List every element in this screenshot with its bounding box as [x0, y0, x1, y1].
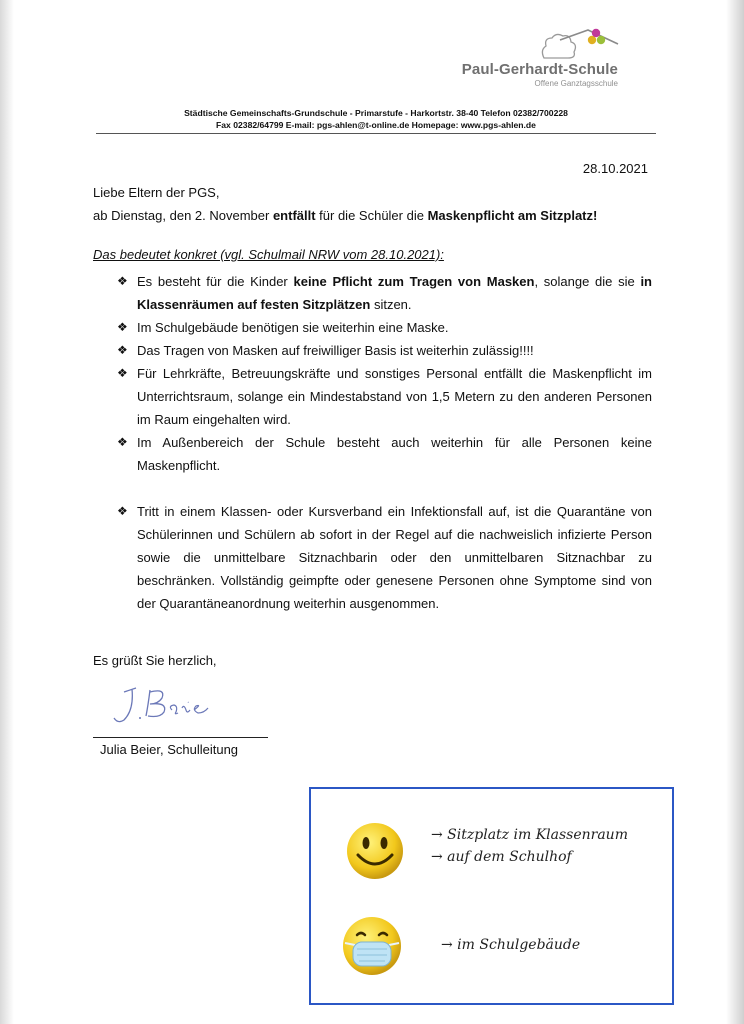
- bullet-diamond-icon: ❖: [117, 343, 128, 357]
- bullet-1-bold-2: in Klassenräumen auf festen Sitzplätzen: [137, 274, 652, 312]
- signature-line: [93, 737, 268, 738]
- intro-bold-2: Maskenpflicht am Sitzplatz!: [427, 208, 598, 223]
- intro-text-2: für die Schüler die: [315, 208, 428, 223]
- box-text-school-building: → im Schulgebäude: [441, 937, 581, 953]
- bullet-3-text: Das Tragen von Masken auf freiwilliger Basis ist weiterhin zulässig!!!!: [137, 343, 534, 358]
- list-item: [117, 316, 652, 339]
- bullet-1-text-2: , solange die sie: [534, 274, 641, 289]
- letterhead-line-1: Städtische Gemeinschafts-Grundschule - Primarstufe - Harkortstr. 38-40 Telefon 02382/700228: [184, 108, 568, 118]
- handwritten-signature: [110, 680, 220, 728]
- smiley-face-icon: [343, 819, 407, 883]
- intro-text-1: ab Dienstag, den 2. November: [93, 208, 273, 223]
- list-item: [117, 500, 652, 615]
- intro-bold-1: entfällt: [272, 208, 316, 223]
- list-item: [117, 270, 652, 316]
- school-house-logo-icon: [538, 28, 620, 60]
- box-text-schoolyard: → auf dem Schulhof: [431, 849, 572, 865]
- signer-name: Julia Beier, Schulleitung: [100, 742, 239, 757]
- bullet-6-text: Tritt in einem Klassen- oder Kursverband ein Infektionsfall auf, ist die Quarantäne von Schülerinnen und Schülern ab sofort in der Regel auf die nachweislich infizierte Person sowie die unmittelbare Sitznachbarin oder den unmittelbaren Sitznachbar zu beschränken. Vollständig geimpfte oder genesene Personen ohne Symptome sind von der Quarantäneanordnung weiterhin ausgenommen.: [137, 504, 652, 611]
- intro-paragraph: [93, 204, 653, 227]
- bullet-diamond-icon: ❖: [117, 274, 128, 288]
- school-name: Paul-Gerhardt-Schule: [461, 61, 618, 78]
- letterhead-line-2: Fax 02382/64799 E-mail: pgs-ahlen@t-online.de Homepage: www.pgs-ahlen.de: [216, 120, 536, 130]
- mask-rules-box: [309, 787, 674, 1005]
- bullet-diamond-icon: ❖: [117, 320, 128, 334]
- bullet-1-text-3: sitzen.: [370, 297, 412, 312]
- bullet-1-bold-1: keine Pflicht zum Tragen von Masken: [293, 274, 535, 289]
- school-subtitle: Offene Ganztagsschule: [534, 79, 618, 88]
- closing-line: Es grüßt Sie herzlich,: [93, 653, 217, 668]
- page-edge-left: [0, 0, 14, 1024]
- bullet-diamond-icon: ❖: [117, 366, 128, 380]
- mask-face-icon: [339, 913, 405, 979]
- letter-date: 28.10.2021: [582, 161, 648, 176]
- bullet-diamond-icon: ❖: [117, 435, 128, 449]
- school-logo: [458, 28, 648, 88]
- letterhead-divider: [96, 133, 656, 134]
- letterhead: [96, 107, 656, 131]
- bullet-5-text: Im Außenbereich der Schule besteht auch weiterhin für alle Personen keine Maskenpflicht.: [137, 435, 652, 473]
- bullet-4-text: Für Lehrkräfte, Betreuungskräfte und sonstiges Personal entfällt die Maskenpflicht im Unterrichtsraum, solange ein Mindestabstand von 1,5 Metern zu den anderen Personen im Raum eingehalten wird.: [137, 366, 652, 427]
- bullet-2-text: Im Schulgebäude benötigen sie weiterhin eine Maske.: [137, 320, 449, 335]
- page-edge-right: [726, 0, 744, 1024]
- bullet-1-text-1: Es besteht für die Kinder: [137, 274, 294, 289]
- list-item: [117, 362, 652, 431]
- box-text-classroom: → Sitzplatz im Klassenraum: [431, 827, 628, 843]
- bullet-diamond-icon: ❖: [117, 504, 128, 518]
- greeting: Liebe Eltern der PGS,: [93, 185, 220, 200]
- bullet-list: [117, 270, 652, 615]
- list-item: [117, 339, 652, 362]
- sub-heading: Das bedeutet konkret (vgl. Schulmail NRW vom 28.10.2021):: [93, 247, 444, 262]
- list-item: [117, 431, 652, 477]
